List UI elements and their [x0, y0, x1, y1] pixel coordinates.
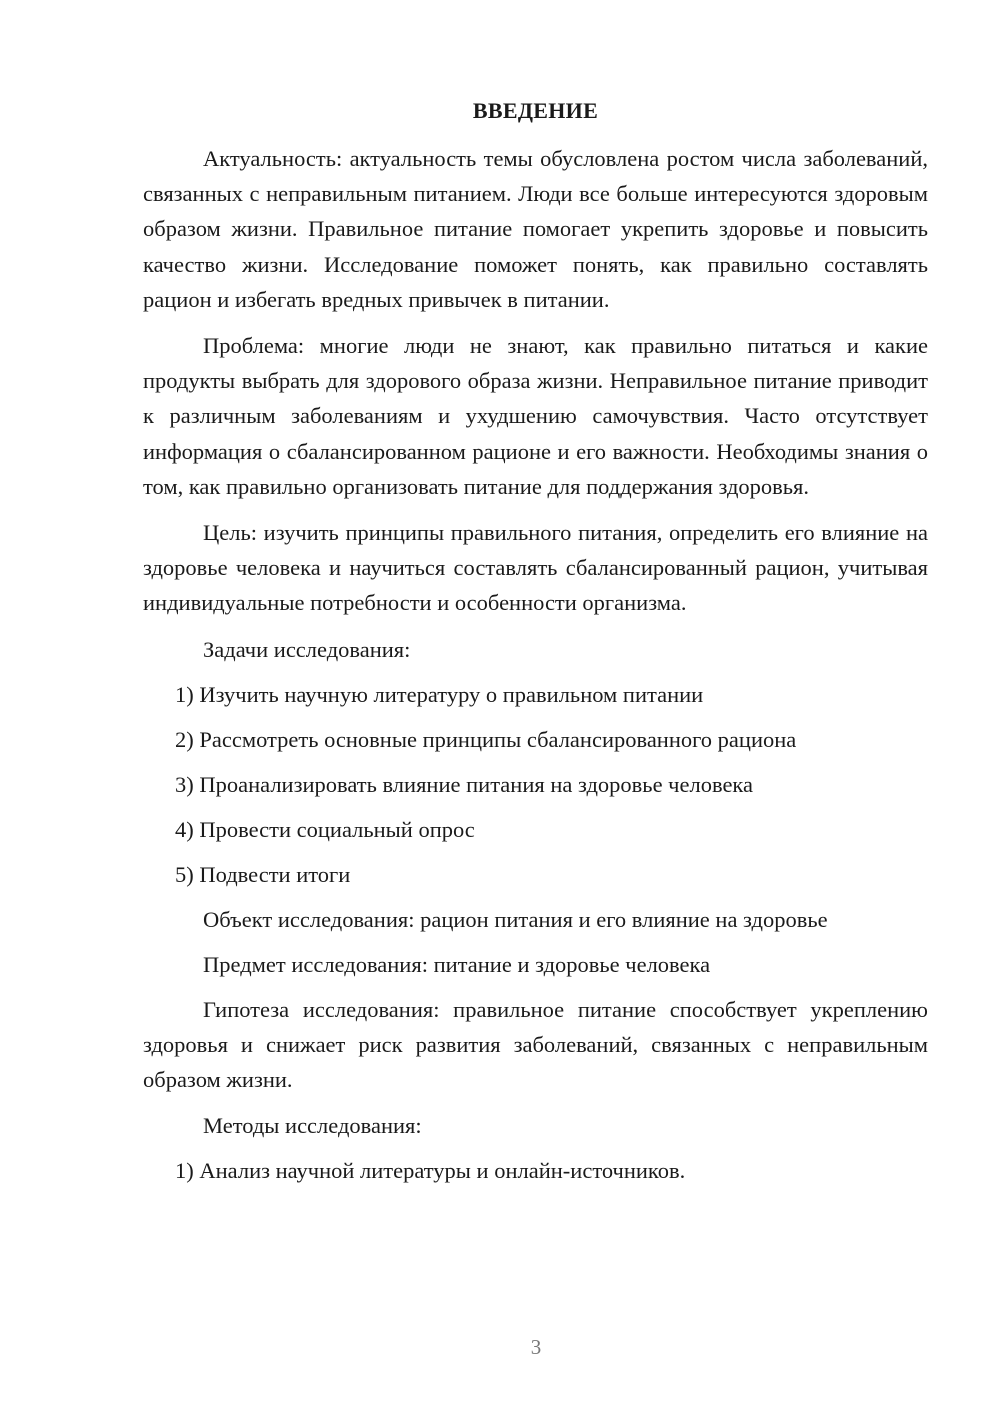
task-item: 2) Рассмотреть основные принципы сбалансированного рациона: [175, 726, 797, 752]
research-object: Объект исследования: рацион питания и его влияние на здоровье: [203, 906, 828, 932]
hypothesis-paragraph: Гипотеза исследования: правильное питание способствует укреплению здоровья и снижает риск развития заболеваний, связанных с неправильным образом жизни.: [143, 996, 928, 1093]
method-item: 1) Анализ научной литературы и онлайн-источников.: [175, 1158, 686, 1184]
goal-paragraph: Цель: изучить принципы правильного питания, определить его влияние на здоровье человека и научиться составлять сбалансированный рацион, учитывая индивидуальные потребности и особенности организма.: [143, 520, 928, 616]
task-item: 5) Подвести итоги: [175, 861, 351, 887]
methods-heading: Методы исследования:: [203, 1113, 422, 1139]
section-title: ВВЕДЕНИЕ: [472, 98, 599, 123]
task-item: 4) Провести социальный опрос: [175, 816, 475, 842]
research-subject: Предмет исследования: питание и здоровье человека: [203, 951, 711, 977]
task-item: 3) Проанализировать влияние питания на здоровье человека: [175, 771, 754, 797]
problem-paragraph: Проблема: многие люди не знают, как правильно питаться и какие продукты выбрать для здорового образа жизни. Неправильное питание приводит к различным заболеваниям и ухудшению самочувствия. Часто отсутствует информация о сбалансированном рационе и его важности. Необходимы знания о том, как правильно организовать питание для поддержания здоровья.: [143, 333, 928, 499]
task-item: 1) Изучить научную литературу о правильном питании: [175, 681, 704, 707]
tasks-heading: Задачи исследования:: [203, 636, 411, 662]
page-number: 3: [530, 1335, 542, 1359]
page-content: [143, 93, 928, 1198]
relevance-paragraph: Актуальность: актуальность темы обусловлена ростом числа заболеваний, связанных с неправильным питанием. Люди все больше интересуются здоровым образом жизни. Правильное питание помогает укрепить здоровье и повысить качество жизни. Исследование поможет понять, как правильно составлять рацион и избегать вредных привычек в питании.: [143, 146, 928, 312]
